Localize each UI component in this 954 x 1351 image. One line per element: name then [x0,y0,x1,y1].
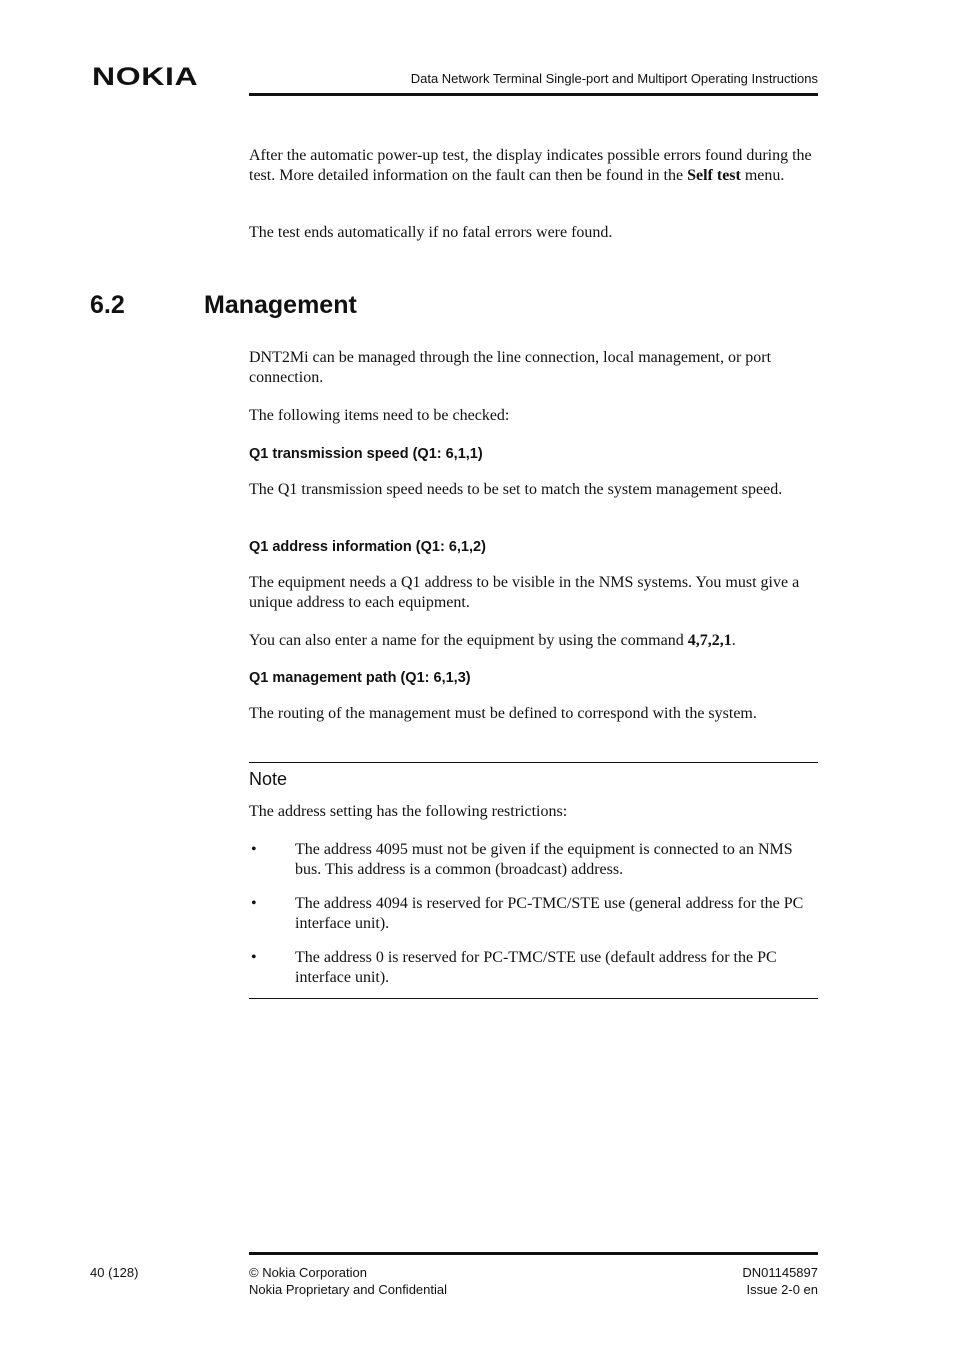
copyright: © Nokia Corporation [249,1265,367,1280]
footer-rule [249,1252,818,1255]
transmission-speed-text: The Q1 transmission speed needs to be set to match the system management speed. [249,481,783,498]
document-number: DN01145897 [742,1265,818,1280]
address-information-text: The equipment needs a Q1 address to be visible in the NMS systems. You must give a unique address to each equipment. [249,574,800,611]
bullet-marker: • [251,895,257,912]
subheading-transmission-speed: Q1 transmission speed (Q1: 6,1,1) [249,446,483,462]
bullet-marker: • [251,949,257,966]
section-number: 6.2 [90,291,125,319]
address-command-text: You can also enter a name for the equipment by using the command 4,7,2,1. [249,632,736,649]
issue-number: Issue 2-0 en [746,1282,818,1297]
document-title: Data Network Terminal Single-port and Multiport Operating Instructions [410,71,818,86]
intro-paragraph-1: After the automatic power-up test, the display indicates possible errors found during the test. More detailed information on the fault can then be found in the Self test menu. [249,147,812,184]
subheading-address-information: Q1 address information (Q1: 6,1,2) [249,539,486,555]
page-number: 40 (128) [90,1265,139,1280]
note-bottom-rule [249,998,818,999]
section-title: Management [204,291,357,319]
confidentiality-notice: Nokia Proprietary and Confidential [249,1282,447,1297]
note-item-3: The address 0 is reserved for PC-TMC/STE use (default address for the PC interface unit). [295,949,777,986]
header-rule [249,93,818,96]
subheading-management-path: Q1 management path (Q1: 6,1,3) [249,670,471,686]
note-item-1: The address 4095 must not be given if the equipment is connected to an NMS bus. This address is a common (broadcast) address. [295,841,793,878]
note-top-rule [249,762,818,763]
nokia-logo: NOKIA [92,63,199,91]
command-code: 4,7,2,1 [687,632,732,649]
management-path-text: The routing of the management must be defined to correspond with the system. [249,705,757,722]
self-test-menu-name: Self test [687,166,741,184]
note-title: Note [249,769,288,789]
bullet-marker: • [251,841,257,858]
intro-paragraph-2: The test ends automatically if no fatal errors were found. [249,224,613,241]
section-paragraph-2: The following items need to be checked: [249,407,510,424]
note-intro: The address setting has the following restrictions: [249,803,568,820]
note-item-2: The address 4094 is reserved for PC-TMC/STE use (general address for the PC interface unit). [295,895,804,932]
section-paragraph-1: DNT2Mi can be managed through the line connection, local management, or port connection. [249,349,772,386]
